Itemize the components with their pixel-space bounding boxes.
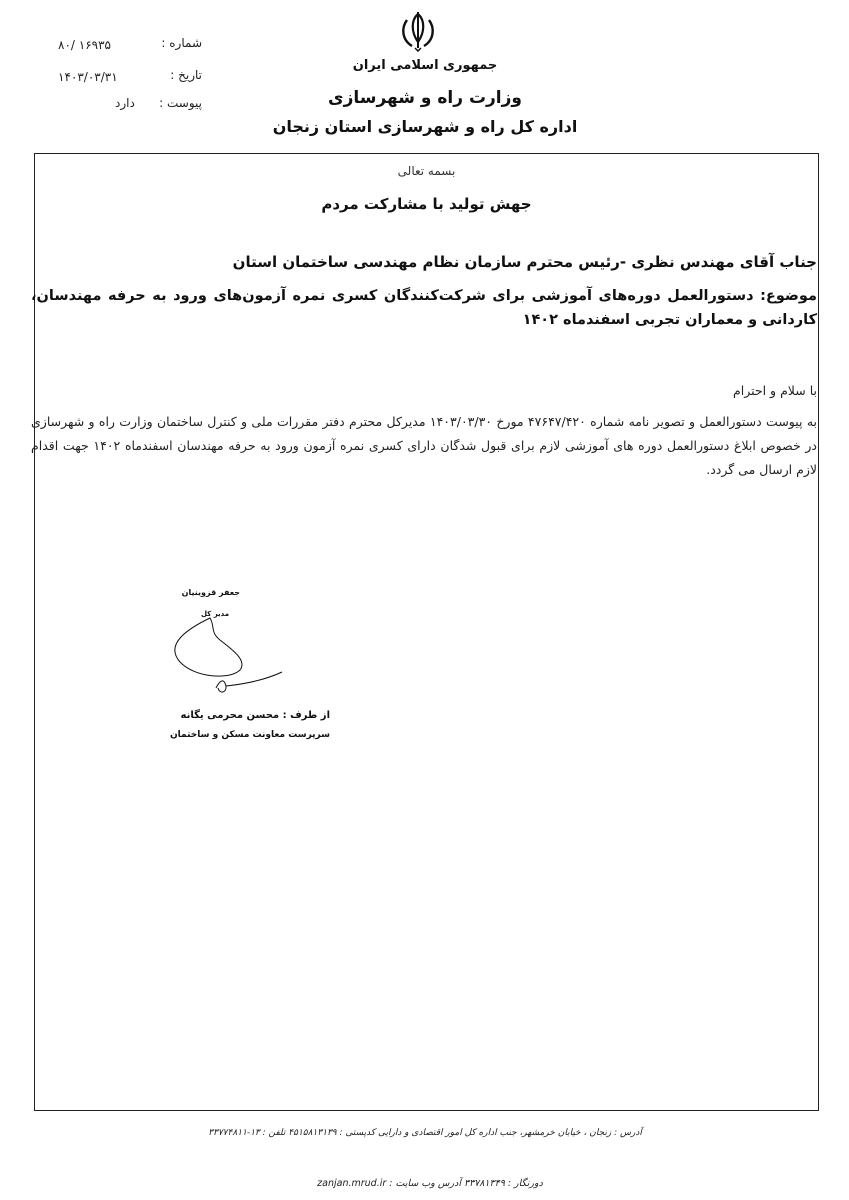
number-value: ۸۰/ ۱۶۹۳۵ <box>58 38 111 52</box>
signer-title: مدیر کل <box>200 610 230 618</box>
date-value: ۱۴۰۳/۰۳/۳۱ <box>58 70 118 84</box>
footer-website: دورنگار : ۳۳۷۸۱۳۴۹ آدرس وب سایت : zanjan.mrud.ir <box>317 1178 543 1189</box>
addressee-line: جناب آقای مهندس نظری -رئیس محترم سازمان نظام مهندسی ساختمان استان <box>232 253 817 271</box>
signer-role: سرپرست معاونت مسکن و ساختمان <box>169 730 330 740</box>
footer-address: آدرس : زنجان ، خیابان خرمشهر، جنب اداره کل امور اقتصادی و دارایی کدپستی : ۴۵۱۵۸۱۳۱۳۹ تلفن : ۱۳-۳۳۷۷۴۸۱۱ <box>208 1128 642 1138</box>
letter-body-paragraph: به پیوست دستورالعمل و تصویر نامه شماره ۴۷۶۴۷/۴۲۰ مورخ ۱۴۰۳/۰۳/۳۰ مدیرکل محترم دفتر مقررات ملی و کنترل ساختمان وزارت راه و شهرسازی در خصوص ابلاغ دستورالعمل دوره های آموزشی لازم برای قبول شدگان دارای کسری نمره آزمون ورود به حرفه مهندسان اسفندماه ۱۴۰۲ جهت اقدام لازم ارسال می گردد. <box>31 414 817 477</box>
iran-emblem-icon <box>398 10 438 52</box>
number-label: شماره : <box>161 36 202 50</box>
handwritten-signature-icon <box>150 600 290 715</box>
year-motto: جهش تولید با مشارکت مردم <box>321 195 532 213</box>
date-label: تاریخ : <box>170 68 202 82</box>
on-behalf-line: از طرف : محسن محرمی یگانه <box>180 710 330 721</box>
attachment-label: پیوست : <box>159 96 202 110</box>
header-country: جمهوری اسلامی ایران <box>352 58 498 73</box>
subject-line: موضوع: دستورالعمل دوره‌های آموزشی برای شرکت‌کنندگان کسری نمره آزمون‌های ورود به حرفه مهندسان، کاردانی و معماران تجربی اسفندماه ۱۴۰۲ <box>31 288 817 328</box>
greeting-line: با سلام و احترام <box>733 383 817 398</box>
attachment-value: دارد <box>115 96 135 110</box>
signer-name: جعفر قزوینیان <box>181 588 240 597</box>
bismillah-heading: بسمه تعالی <box>397 164 456 178</box>
header-ministry: وزارت راه و شهرسازی <box>327 88 522 108</box>
header-office: اداره کل راه و شهرسازی استان زنجان <box>272 117 578 136</box>
